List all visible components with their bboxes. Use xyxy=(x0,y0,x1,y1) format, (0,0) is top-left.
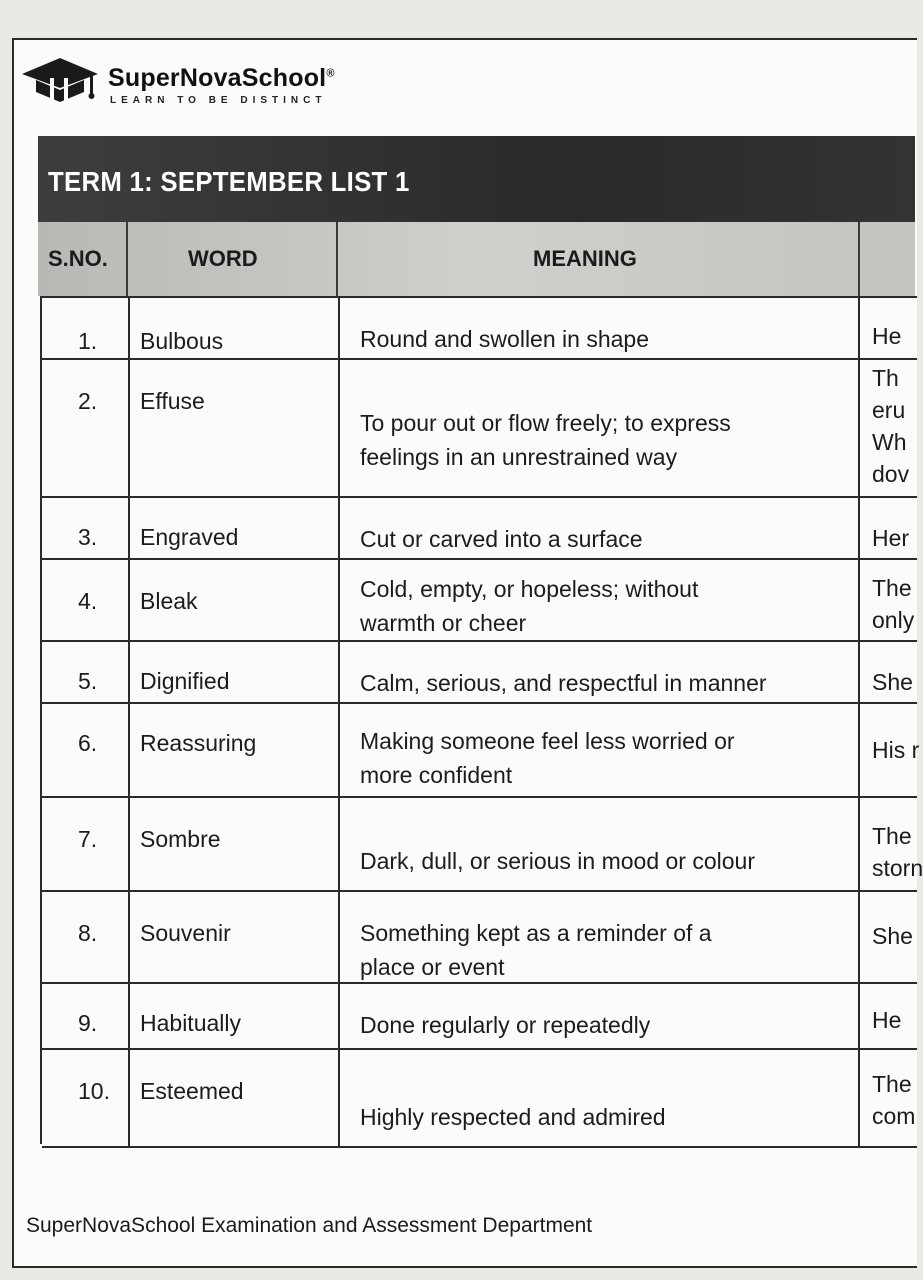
example-line: com xyxy=(872,1103,916,1129)
example-sentence xyxy=(860,498,917,560)
meaning-line: Highly respected and admired xyxy=(360,1104,666,1130)
word: Reassuring xyxy=(130,704,340,798)
serial-number: 6. xyxy=(42,704,130,798)
serial-number: 4. xyxy=(42,560,130,642)
word: Bleak xyxy=(130,560,340,642)
footer-department: SuperNovaSchool Examination and Assessment Department xyxy=(26,1214,593,1237)
graduation-cap-logo-icon xyxy=(20,56,100,114)
example-line: dov xyxy=(872,461,910,487)
example-sentence xyxy=(860,984,917,1050)
word: Esteemed xyxy=(130,1050,340,1146)
meaning xyxy=(340,798,860,892)
term-banner xyxy=(38,136,915,222)
table-row xyxy=(42,558,917,642)
serial-number: 5. xyxy=(42,642,130,704)
example-line: His r xyxy=(872,737,920,763)
example-sentence xyxy=(860,1050,917,1146)
table-row xyxy=(42,796,923,892)
example-line: He xyxy=(872,323,902,349)
meaning xyxy=(340,498,860,560)
header-sno: S.NO. xyxy=(38,222,128,296)
example-line: She xyxy=(872,669,913,695)
serial-number: 7. xyxy=(42,798,130,892)
example-line: Her xyxy=(872,525,910,551)
example-sentence xyxy=(860,704,920,798)
vocabulary-table xyxy=(40,296,923,1144)
example-line: The xyxy=(872,823,912,849)
header-meaning: MEANING xyxy=(338,222,860,296)
meaning-line: place or event xyxy=(360,954,505,980)
word: Engraved xyxy=(130,498,340,560)
school-logo xyxy=(20,56,350,116)
brand-tagline: LEARN TO BE DISTINCT xyxy=(110,95,327,106)
term-title: TERM 1: SEPTEMBER LIST 1 xyxy=(48,166,410,197)
meaning xyxy=(340,298,860,360)
meaning-line: more confident xyxy=(360,762,513,788)
word: Dignified xyxy=(130,642,340,704)
meaning xyxy=(340,360,860,498)
meaning xyxy=(340,892,860,984)
meaning-line: Cut or carved into a surface xyxy=(360,526,643,552)
meaning xyxy=(340,1050,860,1146)
meaning-line: Making someone feel less worried or xyxy=(360,728,735,754)
table-row xyxy=(42,702,920,798)
header-word: WORD xyxy=(128,222,338,296)
example-sentence xyxy=(860,298,917,360)
meaning-line: To pour out or flow freely; to express xyxy=(360,410,731,436)
meaning-line: warmth or cheer xyxy=(360,610,527,636)
table-row xyxy=(42,890,917,984)
serial-number: 9. xyxy=(42,984,130,1050)
meaning-line: feelings in an unrestrained way xyxy=(360,444,678,470)
table-header xyxy=(38,222,915,296)
word: Effuse xyxy=(130,360,340,498)
table-row xyxy=(42,358,917,498)
meaning-line: Round and swollen in shape xyxy=(360,326,649,352)
example-line: eru xyxy=(872,397,906,423)
example-sentence xyxy=(860,642,917,704)
example-sentence xyxy=(860,560,917,642)
serial-number: 3. xyxy=(42,498,130,560)
meaning xyxy=(340,642,860,704)
meaning xyxy=(340,704,860,798)
serial-number: 1. xyxy=(42,298,130,360)
brand-name: SuperNovaSchool® xyxy=(108,64,335,92)
word: Sombre xyxy=(130,798,340,892)
meaning-line: Calm, serious, and respectful in manner xyxy=(360,670,767,696)
example-line: He xyxy=(872,1007,902,1033)
table-row xyxy=(42,496,917,560)
example-line: only xyxy=(872,607,915,633)
example-line: Th xyxy=(872,365,899,391)
table-row xyxy=(42,296,917,360)
serial-number: 2. xyxy=(42,360,130,498)
example-sentence xyxy=(860,892,917,984)
table-row xyxy=(42,640,917,704)
example-sentence xyxy=(860,360,917,498)
meaning-line: Cold, empty, or hopeless; without xyxy=(360,576,699,602)
example-line: Wh xyxy=(872,429,907,455)
serial-number: 8. xyxy=(42,892,130,984)
meaning-line: Dark, dull, or serious in mood or colour xyxy=(360,848,755,874)
word: Habitually xyxy=(130,984,340,1050)
serial-number: 10. xyxy=(42,1050,130,1146)
meaning xyxy=(340,984,860,1050)
meaning xyxy=(340,560,860,642)
example-line: She xyxy=(872,923,913,949)
example-sentence xyxy=(860,798,923,892)
table-row xyxy=(42,982,917,1050)
word: Bulbous xyxy=(130,298,340,360)
meaning-line: Done regularly or repeatedly xyxy=(360,1012,651,1038)
word: Souvenir xyxy=(130,892,340,984)
meaning-line: Something kept as a reminder of a xyxy=(360,920,712,946)
example-line: storn xyxy=(872,855,923,881)
table-row xyxy=(42,1048,917,1148)
example-line: The xyxy=(872,1071,912,1097)
example-line: The xyxy=(872,575,912,601)
